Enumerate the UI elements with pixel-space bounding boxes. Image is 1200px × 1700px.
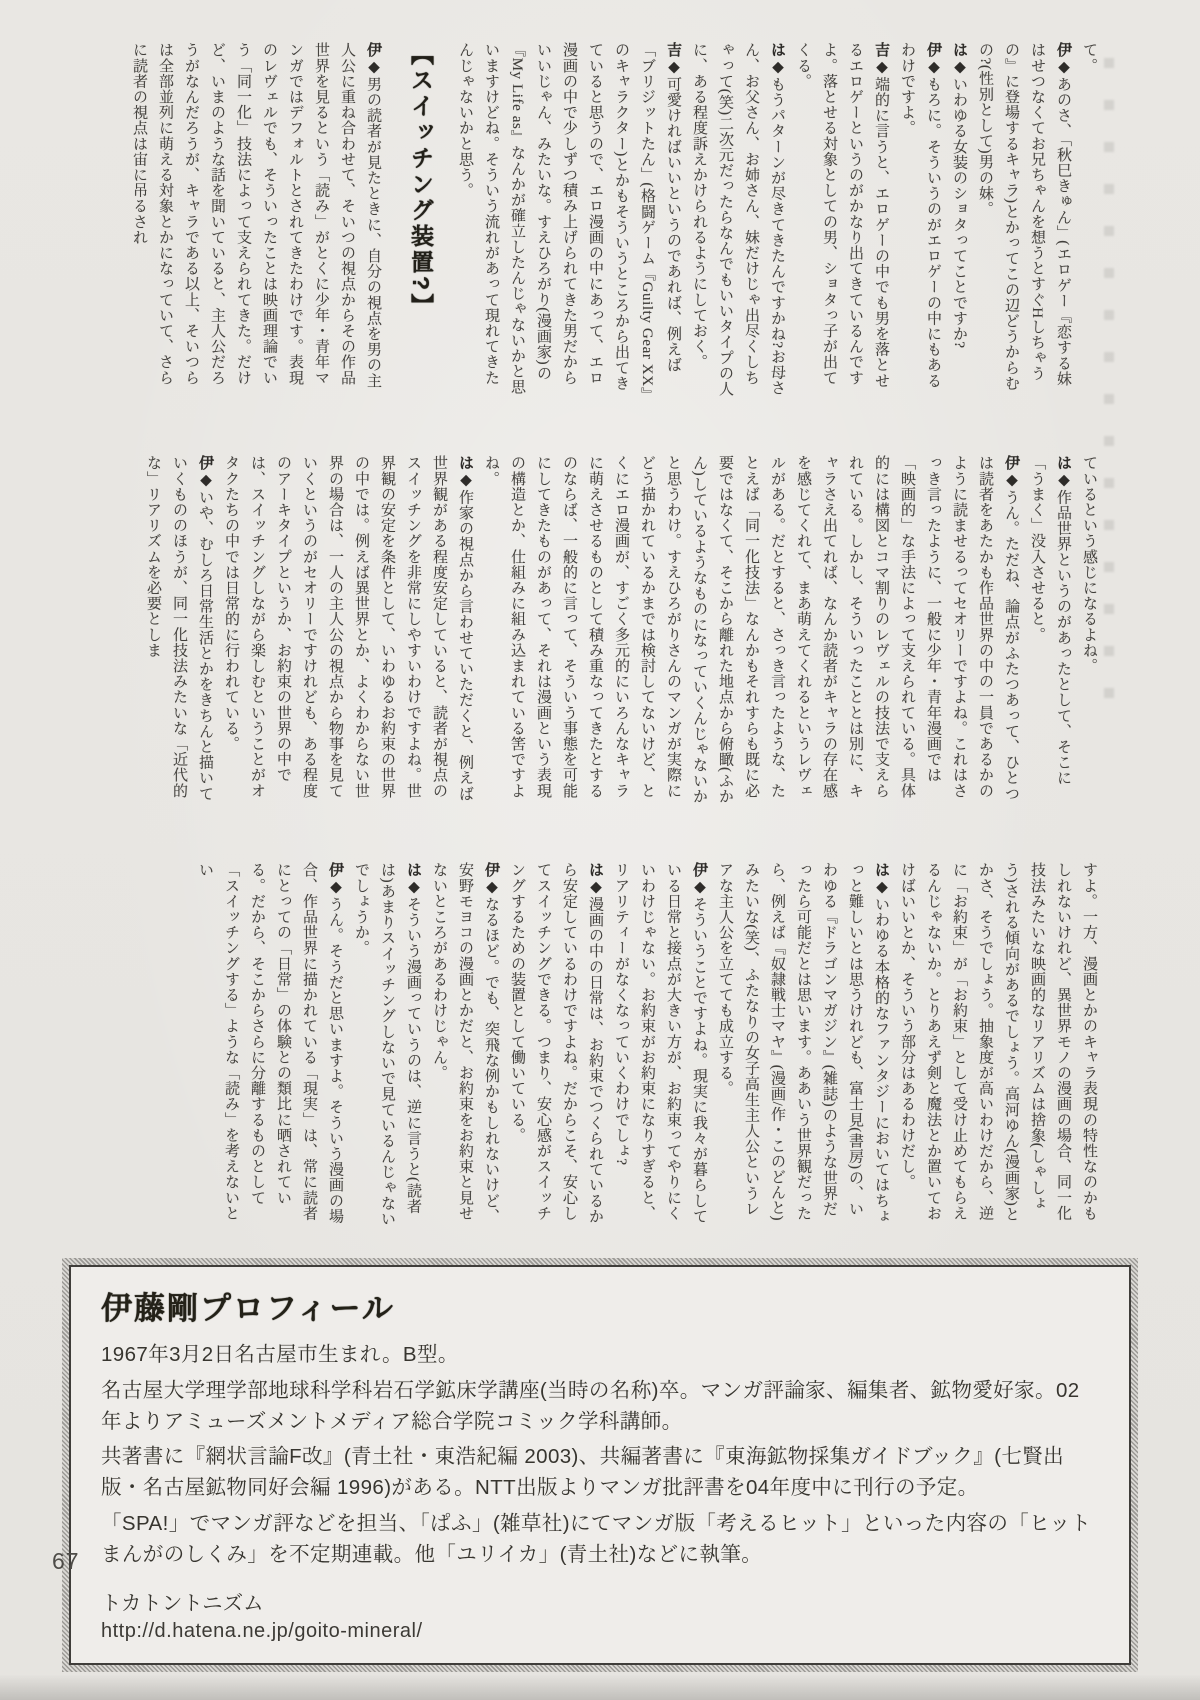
profile-line: 名古屋大学理学部地球科学科岩石学鉱床学講座(当時の名称)卒。マンガ評論家、編集者、鉱物愛好家。02年よりアミューズメントメディア総合学院コミック学科講師。: [101, 1378, 1080, 1433]
dialogue-paragraph: は◆いわゆる本格的なファンタジーにおいてはちょっと難しいとは思うけれども、富士見(書房)の、いわゆる『ドラゴンマガジン』(雑誌)のような世界だったら可能だとは思います。ああいう世界観だったら、例えば『奴隷戦士マヤ』(漫画/作・このどんと)みたいな(笑)、ふたなりの女子高生主人公というレアな主人公を立てても成立する。: [717, 862, 890, 1224]
profile-line: 「SPA!」でマンガ評などを担当、「ぱふ」(雑草社)にてマンガ版「考えるヒット」といった内容の「ヒットまんがのしくみ」を不定期連載。他「ユリイカ」(青土社)などに執筆。: [101, 1511, 1092, 1566]
profile-heading: 伊藤剛プロフィール: [101, 1291, 395, 1326]
dialogue-paragraph: すよ。一方、漫画とかのキャラ表現の特性なのかもしれないけれど、異世界モノの漫画の場合、同一化技法みたいな映画的なリアリズムは捨象(しゃしょう)される傾向があるでしょう。高河ゆん(漫画家)とかさ、そうでしょう。抽象度が高いわけだから、逆に「お約束」が「お約束」として受け止めてもらえるんじゃないか。とりあえず剣と魔法とか置いておけばいいとか、そういう部分はあるわけだし。: [899, 862, 1097, 1222]
profile-line: 共著書に『網状言論F改』(青土社・東浩紀編 2003)、共編著書に『東海鉱物採集ガイドブック』(七賢出版・名古屋鉱物同好会編 1996)がある。NTT出版よりマンガ批評書を04年度中に刊行の予定。: [101, 1445, 1065, 1499]
dialogue-paragraph: は◆作家の視点から言わせていただくと、例えば世界観がある程度安定していると、読者が視点のスイッチングを非常にしやすいわけですよね。世界観の安定を条件として、いわゆるお約束の世界の中では。例えば異世界とか、よくわからない世界の場合は、一人の主人公の視点から物事を見ていくというのがセオリーですけれども、ある程度のアーキタイプというか、お約束の世界の中では、スイッチングしながら楽しむということがオタクたちの中では日常的に行われている。: [223, 455, 474, 802]
speaker-label: 吉◆: [873, 42, 890, 77]
dialogue-paragraph: 吉◆可愛ければいいというのであれば、例えば「ブリジットたん」(格闘ゲーム『Guilty Gear XX』のキャラクター)とかもそういうところから出てきていると思うので、エロ漫画の中にあって、エロ漫画の中で少しずつ積み上げられてきた男だからいいじゃん、みたいな。すえひろがり(漫画家)の『My Life as』なんかが確立したんじゃないかと思いますけどね。そういう流れがあって現れてきたんじゃないかと思う。: [457, 42, 682, 395]
dialogue-paragraph: は◆そういう漫画っていうのは、逆に言うと(読者は)あまりスイッチングしないで見ているんじゃないでしょうか。: [353, 862, 422, 1227]
profile-line: 1967年3月2日名古屋市生まれ。B型。: [101, 1343, 459, 1366]
bleed-through-artifacts: [1104, 58, 1114, 698]
speaker-label: 伊◆: [327, 862, 344, 897]
dialogue-paragraph: ているという感じになるよね。: [1081, 455, 1097, 674]
dialogue-band-bottom: [58, 862, 1102, 1230]
dialogue-paragraph: は◆漫画の中の日常は、お約束でつくられているから安定しているわけですよね。だからこそ、安心してスイッチングできる。つまり、安心感がスイッチングするための装置として働いている。: [509, 862, 604, 1224]
dialogue-paragraph: 伊◆男の読者が見たときに、自分の視点を男の主人公に重ね合わせて、そいつの視点からその作品世界を見るという「読み」がとくに少年・青年マンガではデフォルトとされてきたわけです。表現のレヴェルでも、そういったことは映画理論でいう「同一化」技法によって支えられてきた。だけど、いまのような話を聞いていると、主人公だろうがなんだろうが、キャラである以上、そいつらは全部並列に萌える対象とかになっていて、さらに読者の視点は宙に吊るされ: [131, 42, 382, 389]
speaker-label: 伊◆: [197, 455, 214, 490]
dialogue-paragraph: 伊◆うん。ただね、論点がふたつあって、ひとつは読者をあたかも作品世界の中の一員であるかのように読ませるってセオリーですよね。これはさっき言ったように、一般に少年・青年漫画では「映画的」な手法によって支えられている。具体的には構図とコマ割りのレヴェルの技法で支えられている。しかし、そういったこととは別に、キャラさえ出てれば、なんか読者がキャラの存在感を感じてくれて、まあ萌えてくれるというレヴェルがある。だとすると、さっき言ったような、たとえば「同一化技法」なんかもそれすらも既に必要ではなくて、そこから離れた地点から俯瞰(ふかん)しているようなものになっていくんじゃないかと思うわけ。すえひろがりさんのマンガが実際にどう描かれているかまでは検討してないけど、とくにエロ漫画が、すごく多元的にいろんなキャラに萌えさせるものとして積み重なってきたとするのならば、一般的に言って、そういう事態を可能にしてきたものがあって、それは漫画という表現の構造とか、仕組みに組み込まれている筈ですよね。: [483, 455, 1020, 804]
section-heading: 【スイッチング装置?】: [408, 42, 434, 320]
profile-site-name: トカトントニズム: [101, 1592, 264, 1616]
dialogue-paragraph: 伊◆いや、むしろ日常生活とかをきちんと描いていくもののほうが、同一化技法みたいな「近代的な」リアリズムを必要としま: [145, 455, 214, 802]
dialogue-paragraph: 伊◆もろに。そういうのがエロゲーの中にもあるわけですよ。: [899, 42, 942, 389]
speaker-label: 伊◆: [1003, 455, 1020, 490]
dialogue-paragraph: 吉◆端的に言うと、エロゲーの中でも男を落とせるエロゲーというのがかなり出てきているんですよ。落とせる対象としての男、ショタっ子が出てくる。: [795, 42, 890, 389]
speaker-label: は◆: [873, 862, 890, 897]
profile-box-inner: [69, 1265, 1131, 1665]
dialogue-paragraph: 伊◆あのさ、「秋巳きゅん」(エロゲー『恋する妹はせつなくてお兄ちゃんを想うとすぐHしちゃうの』に登場するキャラ)とかってこの辺どうからむの?(性別として)男の妹。: [977, 42, 1072, 391]
speaker-label: 伊◆: [1055, 42, 1072, 77]
speaker-label: は◆: [457, 455, 474, 490]
speaker-label: 伊◆: [483, 862, 500, 897]
dialogue-paragraph: は◆作品世界というのがあったとして、そこに「うまく」没入させると。: [1029, 455, 1072, 786]
dialogue-paragraph: は◆いわゆる女装のショタってことですか?: [951, 42, 968, 349]
profile-lines: [101, 1340, 1099, 1570]
speaker-label: は◆: [405, 862, 422, 897]
dialogue-paragraph: 伊◆なるほど。でも、突飛な例かもしれないけど、安野モヨコの漫画とかだと、お約束をお約束と見せないところがあるわけじゃん。: [431, 862, 500, 1224]
speaker-label: 伊◆: [365, 42, 382, 77]
profile-box: [62, 1258, 1138, 1672]
speaker-label: 伊◆: [691, 862, 708, 897]
dialogue-paragraph: て。: [1081, 42, 1097, 74]
dialogue-band-top: [58, 42, 1102, 398]
speaker-label: 吉◆: [665, 42, 682, 77]
dialogue-paragraph: 伊◆そういうことですよね。現実に我々が暮らしている日常と接点が大きい方が、お約束ってやりにくいわけじゃない。お約束がお約束になりすぎると、リアリティーがなくなっていくわけでしょ?: [613, 862, 708, 1224]
profile-url: http://d.hatena.ne.jp/goito-mineral/: [101, 1620, 423, 1643]
dialogue-band-middle: [58, 455, 1102, 813]
speaker-label: 伊◆: [925, 42, 942, 77]
dialogue-paragraph: 伊◆うん。そうだと思いますよ。そういう漫画の場合、作品世界に描かれている「現実」は、常に読者にとっての「日常」の体験との類比に晒されている。だから、そこからさらに分離するものとして「スイッチングする」ような「読み」を考えないとい: [197, 862, 344, 1224]
speaker-label: は◆: [769, 42, 786, 77]
speaker-label: は◆: [587, 862, 604, 897]
dialogue-paragraph: は◆もうパターンが尽きてきたんですかね?お母さん、お父さん、お姉さん、妹だけじゃ出尽くしちゃって(笑)二次元だったらなんでもいいタイプの人に、ある程度訴えかけられるようにしておく。: [691, 42, 786, 397]
page-number: 67: [52, 1548, 80, 1574]
speaker-label: は◆: [1055, 455, 1072, 490]
speaker-label: は◆: [951, 42, 968, 77]
